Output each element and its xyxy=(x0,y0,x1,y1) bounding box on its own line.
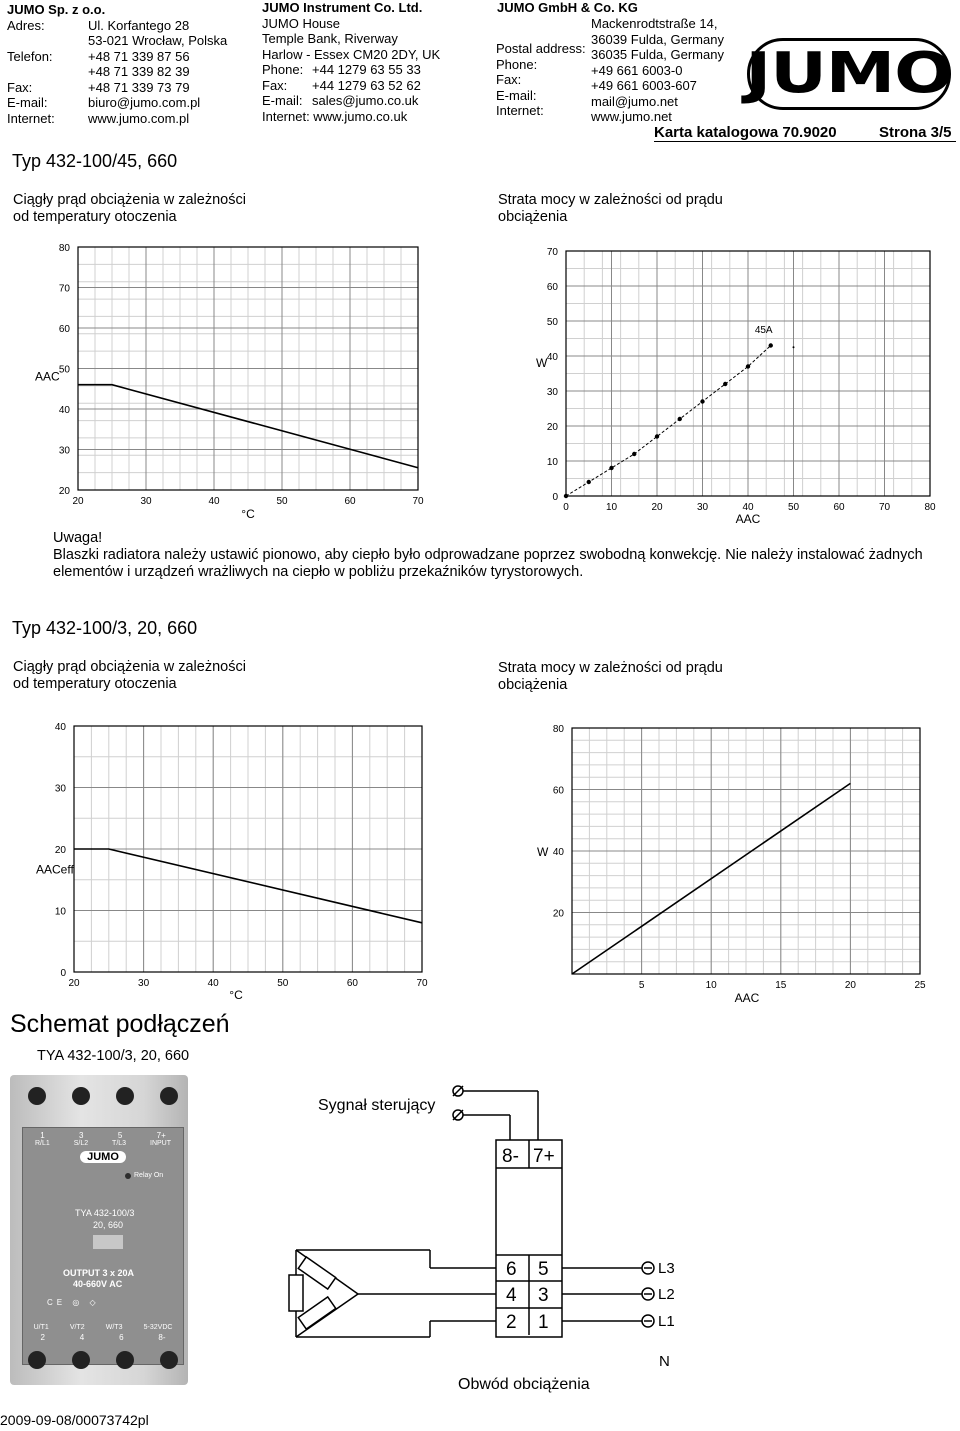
section2-left-caption xyxy=(13,659,246,693)
uk-address-2: Temple Bank, Riverway xyxy=(262,31,398,46)
uk-email: sales@jumo.co.uk xyxy=(312,93,419,108)
contact-label: Fax: xyxy=(7,79,33,95)
header-poland xyxy=(7,2,227,126)
de-street: Mackenrodtstraße 14, xyxy=(591,16,718,31)
device-display xyxy=(93,1235,123,1249)
screw-icon xyxy=(116,1351,134,1369)
terminal-1: 1 xyxy=(40,1131,45,1140)
uk-phone-label: Phone: xyxy=(262,62,304,77)
y-tick-label: 20 xyxy=(54,845,66,856)
contact-value: +48 71 339 87 56 xyxy=(88,48,190,64)
x-tick-label: 70 xyxy=(412,496,424,507)
caption-l2: obciążenia xyxy=(498,209,568,225)
annotation-dot xyxy=(793,346,795,348)
name-u-t1: U/T1 xyxy=(33,1324,49,1331)
footer-doc-id: 2009-09-08/00073742pl xyxy=(0,1412,149,1428)
contact-label: Adres: xyxy=(7,17,45,33)
y-tick-label: 30 xyxy=(58,445,70,457)
uk-internet: Internet: www.jumo.co.uk xyxy=(262,108,408,124)
device-bottom-terminals xyxy=(23,1333,183,1342)
company-name-pl: JUMO Sp. z o.o. xyxy=(7,2,106,17)
caption-l1: Ciągły prąd obciążenia w zależności xyxy=(13,659,246,675)
terminal-2: 2 xyxy=(40,1333,45,1342)
y-axis-label: W xyxy=(536,356,548,370)
data-point xyxy=(587,480,591,484)
relay-term-4: 4 xyxy=(506,1285,517,1306)
y-tick-label: 60 xyxy=(552,785,564,797)
relay-term-2: 2 xyxy=(506,1312,517,1333)
relay-term-6: 6 xyxy=(506,1259,517,1280)
contact-value: biuro@jumo.com.pl xyxy=(88,95,201,110)
x-tick-label: 20 xyxy=(844,980,856,991)
chart-power-loss-2 xyxy=(480,712,960,1012)
data-point xyxy=(746,364,750,368)
y-tick-label: 60 xyxy=(546,282,558,293)
y-axis-label: AACeff xyxy=(36,862,74,877)
terminal-6: 6 xyxy=(119,1333,124,1342)
caption-l2: od temperatury otoczenia xyxy=(13,209,177,225)
contact-value: +48 71 339 82 39 xyxy=(88,64,190,79)
device-output-2: 40-660V AC xyxy=(73,1279,123,1289)
y-tick-label: 30 xyxy=(546,387,558,398)
x-tick-label: 30 xyxy=(140,496,152,507)
x-tick-label: 70 xyxy=(878,502,891,513)
data-point xyxy=(700,399,704,403)
caption-l1: Strata mocy w zależności od prądu xyxy=(498,660,723,676)
uk-email-row xyxy=(262,93,440,109)
screw-icon xyxy=(28,1087,46,1105)
name-dc: 5-32VDC xyxy=(143,1324,173,1331)
relay-label: Relay On xyxy=(134,1172,164,1179)
contact-label: Telefon: xyxy=(7,48,53,64)
contact-row-pl xyxy=(7,18,227,34)
y-tick-label: 40 xyxy=(58,405,70,416)
device-relay-row xyxy=(125,1172,163,1179)
uk-fax: +44 1279 63 52 62 xyxy=(312,77,421,93)
x-axis-label: AAC xyxy=(735,512,761,526)
screw-icon xyxy=(160,1087,178,1105)
section2-right-caption xyxy=(498,660,723,694)
contact-value: 53-021 Wrocław, Polska xyxy=(88,33,228,48)
relay-term-8: 8- xyxy=(502,1146,519,1167)
wiring-subtitle: TYA 432-100/3, 20, 660 xyxy=(37,1048,190,1064)
uk-email-label: E-mail: xyxy=(262,93,303,108)
data-point xyxy=(769,343,773,347)
x-tick-label: 15 xyxy=(775,980,787,991)
device-top-names xyxy=(23,1140,183,1147)
x-axis-label: °C xyxy=(229,988,243,1002)
de-fax: +49 661 6003-607 xyxy=(591,78,697,93)
y-tick-label: 80 xyxy=(552,724,564,735)
data-point xyxy=(564,494,568,498)
device-top-terminals xyxy=(23,1131,183,1140)
x-tick-label: 40 xyxy=(208,496,220,507)
x-tick-label: 60 xyxy=(346,978,358,989)
uk-address-3: Harlow - Essex CM20 2DY, UK xyxy=(262,46,441,62)
x-tick-label: 10 xyxy=(705,980,717,991)
name-r-l1: R/L1 xyxy=(34,1140,50,1147)
screw-icon xyxy=(72,1087,90,1105)
y-tick-label: 70 xyxy=(546,247,558,258)
y-tick-label: 80 xyxy=(58,243,70,254)
x-axis-label: °C xyxy=(241,507,255,521)
x-tick-label: 70 xyxy=(416,978,428,989)
name-input: INPUT xyxy=(150,1140,171,1147)
contact-row-pl xyxy=(7,33,227,49)
contact-row-pl xyxy=(7,111,227,127)
x-tick-label: 50 xyxy=(276,496,288,507)
data-point xyxy=(723,382,727,386)
device-model-1: TYA 432-100/3 xyxy=(75,1208,135,1218)
y-tick-label: 30 xyxy=(54,783,66,795)
de-city-1: 36039 Fulda, Germany xyxy=(591,31,724,47)
jumo-logo-text: JUMO xyxy=(745,41,953,106)
wiring-diagram xyxy=(280,1075,720,1405)
chart-annotation: 45A xyxy=(754,325,773,336)
y-tick-label: 0 xyxy=(60,968,66,979)
uk-phone-row xyxy=(262,62,440,78)
catalog-number: Karta katalogowa 70.9020 xyxy=(654,124,837,141)
neutral-label: N xyxy=(659,1353,670,1370)
device-cert-marks: CE ◎ ◇ xyxy=(47,1298,100,1307)
terminal-3: 3 xyxy=(79,1131,84,1140)
contact-row-pl xyxy=(7,64,227,80)
terminal-7: 7+ xyxy=(156,1131,166,1140)
section2-type: Typ 432-100/3, 20, 660 xyxy=(12,618,198,638)
y-tick-label: 40 xyxy=(546,352,558,363)
x-tick-label: 20 xyxy=(68,978,80,989)
name-s-l2: S/L2 xyxy=(73,1140,89,1147)
y-tick-label: 20 xyxy=(58,486,70,497)
relay-term-3: 3 xyxy=(538,1285,549,1306)
x-tick-label: 40 xyxy=(742,502,754,513)
y-tick-label: 70 xyxy=(58,283,70,295)
terminal-5: 5 xyxy=(117,1131,123,1140)
page-number: Strona 3/5 xyxy=(879,124,952,141)
x-tick-label: 20 xyxy=(72,496,84,507)
y-axis-label: AAC xyxy=(35,369,60,384)
load-resistor-icon xyxy=(289,1275,303,1311)
line-l3-label: L3 xyxy=(658,1260,675,1277)
relay-term-1: 1 xyxy=(538,1312,549,1333)
x-tick-label: 30 xyxy=(138,978,150,989)
caption-l2: od temperatury otoczenia xyxy=(13,676,177,692)
section1-type: Typ 432-100/45, 660 xyxy=(12,151,178,171)
load-circuit-label: Obwód obciążenia xyxy=(458,1376,590,1393)
data-point xyxy=(655,434,659,438)
uk-fax-label: Fax: xyxy=(262,77,288,93)
device-model-2: 20, 660 xyxy=(93,1220,124,1230)
chart-current-vs-temperature-2 xyxy=(0,712,480,1002)
x-tick-label: 20 xyxy=(651,502,663,513)
y-tick-label: 50 xyxy=(546,317,558,328)
warning-title: Uwaga! xyxy=(53,530,103,546)
de-internet-label: Internet: xyxy=(496,103,544,118)
data-point xyxy=(609,466,613,470)
relay-led-icon xyxy=(125,1173,131,1179)
y-tick-label: 40 xyxy=(54,722,66,733)
de-phone: +49 661 6003-0 xyxy=(591,62,683,78)
header-rule xyxy=(654,141,956,142)
chart-power-loss-1 xyxy=(480,235,960,535)
caption-l1: Ciągły prąd obciążenia w zależności xyxy=(13,192,246,208)
name-w-t3: W/T3 xyxy=(105,1324,123,1331)
load-resistor-icon xyxy=(298,1297,336,1329)
de-email: mail@jumo.net xyxy=(591,93,678,109)
de-postal-label: Postal address: xyxy=(496,41,586,56)
contact-row-pl xyxy=(7,80,227,96)
y-axis-label: W xyxy=(537,845,549,859)
de-fax-label: Fax: xyxy=(496,72,522,87)
signal-label: Sygnał sterujący xyxy=(318,1097,436,1114)
contact-row-pl xyxy=(7,95,227,111)
uk-address-1: JUMO House xyxy=(262,15,341,31)
contact-value: www.jumo.com.pl xyxy=(88,110,190,126)
y-tick-label: 10 xyxy=(546,457,558,468)
relay-term-5: 5 xyxy=(538,1259,549,1280)
y-tick-label: 60 xyxy=(58,324,70,335)
x-tick-label: 60 xyxy=(344,496,356,507)
caption-l1: Strata mocy w zależności od prądu xyxy=(498,192,723,208)
de-internet: www.jumo.net xyxy=(591,109,672,124)
device-output-1: OUTPUT 3 x 20A xyxy=(63,1268,135,1278)
warning-note xyxy=(53,530,923,581)
de-city-2: 36035 Fulda, Germany xyxy=(591,47,724,62)
data-point xyxy=(678,417,682,421)
contact-list-pl xyxy=(7,18,227,127)
header-uk xyxy=(262,0,440,124)
x-tick-label: 10 xyxy=(605,502,618,513)
y-tick-label: 50 xyxy=(58,364,70,376)
device-module xyxy=(10,1075,188,1385)
name-t-l3: T/L3 xyxy=(112,1140,127,1147)
load-resistor-icon xyxy=(298,1257,336,1289)
de-labels xyxy=(496,41,586,119)
screw-icon xyxy=(160,1351,178,1369)
device-bottom-names xyxy=(23,1324,183,1331)
device-top-screws xyxy=(28,1087,178,1105)
uk-phone: +44 1279 63 55 33 xyxy=(312,62,421,77)
x-tick-label: 30 xyxy=(696,502,709,513)
device-front-panel xyxy=(22,1127,184,1365)
contact-row-pl xyxy=(7,49,227,65)
x-tick-label: 50 xyxy=(277,978,289,989)
x-tick-label: 0 xyxy=(563,502,569,513)
name-v-t2: V/T2 xyxy=(69,1324,85,1331)
contact-value: Ul. Korfantego 28 xyxy=(88,17,190,33)
y-tick-label: 10 xyxy=(54,906,66,918)
de-phone-label: Phone: xyxy=(496,56,538,72)
chart-current-vs-temperature-1 xyxy=(0,235,480,525)
y-tick-label: 40 xyxy=(552,847,564,858)
screw-icon xyxy=(28,1351,46,1369)
screw-icon xyxy=(116,1087,134,1105)
y-tick-label: 20 xyxy=(546,422,558,433)
terminal-4: 4 xyxy=(79,1333,85,1342)
company-name-uk: JUMO Instrument Co. Ltd. xyxy=(262,0,423,15)
section1-right-caption xyxy=(498,192,723,226)
section1-left-caption xyxy=(13,192,246,226)
x-tick-label: 50 xyxy=(787,502,800,513)
contact-label: Internet: xyxy=(7,110,55,126)
line-l2-label: L2 xyxy=(658,1286,675,1303)
contact-label: E-mail: xyxy=(7,95,48,110)
screw-icon xyxy=(72,1351,90,1369)
uk-fax-row xyxy=(262,78,440,94)
line-l1-label: L1 xyxy=(658,1313,675,1330)
warning-line-2: elementów i urządzeń wrażliwych na ciepło w pobliżu przekaźników tyrystorowych. xyxy=(53,564,584,580)
x-tick-label: 60 xyxy=(833,502,845,513)
y-tick-label: 20 xyxy=(552,908,564,920)
de-email-label: E-mail: xyxy=(496,87,537,103)
contact-value: +48 71 339 73 79 xyxy=(88,79,190,95)
jumo-logo xyxy=(747,38,951,110)
wiring-title: Schemat podłączeń xyxy=(10,1010,230,1038)
x-tick-label: 25 xyxy=(914,980,926,991)
series-line xyxy=(566,346,771,497)
relay-term-7: 7+ xyxy=(533,1146,555,1167)
company-name-de: JUMO GmbH & Co. KG xyxy=(497,0,638,15)
de-values xyxy=(591,16,724,125)
x-tick-label: 80 xyxy=(924,502,936,513)
device-bottom-screws xyxy=(28,1351,178,1369)
terminal-8: 8- xyxy=(158,1333,166,1342)
caption-l2: obciążenia xyxy=(498,677,568,693)
device-logo: JUMO xyxy=(80,1151,126,1163)
warning-line-1: Blaszki radiatora należy ustawić pionowo, aby ciepło było odprowadzane poprzez swobodną konwekcję. Nie należy instalować żadnych xyxy=(53,547,923,563)
data-point xyxy=(632,452,636,456)
x-axis-label: AAC xyxy=(734,991,760,1005)
x-tick-label: 5 xyxy=(638,980,645,991)
y-tick-label: 0 xyxy=(552,492,558,503)
x-tick-label: 40 xyxy=(207,978,219,989)
